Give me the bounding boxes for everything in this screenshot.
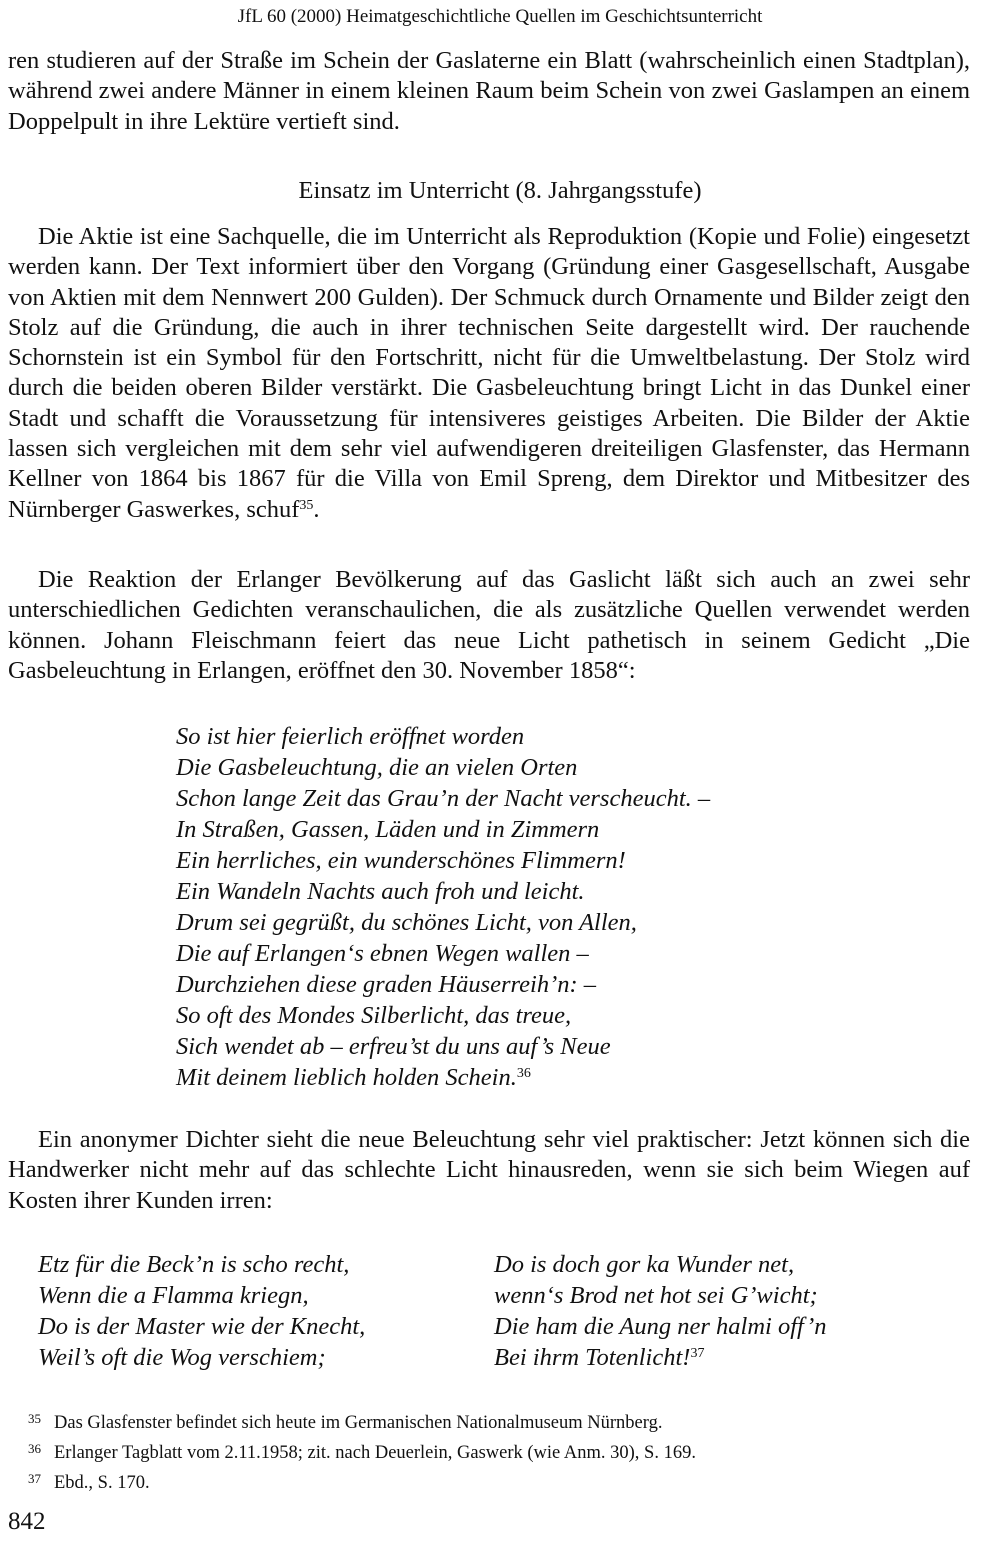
dialect-line: Do is doch gor ka Wunder net, <box>494 1251 795 1278</box>
poem-line: Sich wendet ab – erfreu’st du uns auf’s Neue <box>176 1033 611 1060</box>
dialect-line-last: Bei ihrm Totenlicht!$^{37}$ <box>494 1344 705 1371</box>
section-heading: Einsatz im Unterricht (8. Jahrgangsstufe) <box>298 177 702 204</box>
poem-line: Schon lange Zeit das Grau’n der Nacht verscheucht. – <box>176 785 711 812</box>
intro-paragraph-text: ren studieren auf der Straße im Schein der Gaslaterne ein Blatt (wahrscheinlich einen Stadtplan), während zwei andere Männer in einem kleinen Raum beim Schein von zwei Gaslampen an einem Doppelpult in ihre Lektüre vertieft sind. <box>8 47 970 135</box>
footnote-35 <box>28 1406 696 1436</box>
footnote-37 <box>28 1466 696 1496</box>
running-head: JfL 60 (2000) Heimatgeschichtliche Quellen im Geschichtsunterricht <box>237 6 763 27</box>
poem-line: Durchziehen diese graden Häuserreih’n: – <box>176 971 597 998</box>
footnote-number: 37 <box>28 1471 41 1486</box>
footnotes <box>28 1406 696 1496</box>
poem-line: Die Gasbeleuchtung, die an vielen Orten <box>176 754 578 781</box>
footnote-ref-35: 35 <box>299 497 314 513</box>
intro-paragraph <box>8 46 970 137</box>
poem-line: So oft des Mondes Silberlicht, das treue, <box>176 1002 572 1029</box>
poem-line-last: Mit deinem lieblich holden Schein.$^{36}$ <box>176 1064 531 1091</box>
paragraph-2-text: Die Reaktion der Erlanger Bevölkerung auf das Gaslicht läßt sich auch an zwei sehr unterschiedlichen Gedichten veranschaulichen, die als zusätzliche Quellen verwendet werden können. Johann Fleischmann feiert das neue Licht pathetisch in seinem Gedicht „Die Gasbeleuchtung in Erlangen, eröffnet den 30. November 1858“: <box>8 566 970 684</box>
footnote-text: Das Glasfenster befindet sich heute im Germanischen Nationalmuseum Nürnberg. <box>54 1413 663 1433</box>
footnote-number: 36 <box>28 1441 41 1456</box>
poem-line: In Straßen, Gassen, Läden und in Zimmern <box>176 816 600 843</box>
footnote-36 <box>28 1436 696 1466</box>
paragraph-3-text: Ein anonymer Dichter sieht die neue Beleuchtung sehr viel praktischer: Jetzt können sich die Handwerker nicht mehr auf das schlechte Licht hinausreden, wenn sie sich beim Wiegen auf Kosten ihrer Kunden irren: <box>8 1126 970 1214</box>
poem-line: Ein herrliches, ein wunderschönes Flimmern! <box>176 847 626 874</box>
poem-line: Ein Wandeln Nachts auch froh und leicht. <box>176 878 585 905</box>
paragraph-1-text: Die Aktie ist eine Sachquelle, die im Unterricht als Reproduktion (Kopie und Folie) eingesetzt werden kann. Der Text informiert über den Vorgang (Gründung einer Gasgesellschaft, Ausgabe von Aktien mit dem Nennwert 200 Gulden). Der Schmuck durch Ornamente und Bilder zeigt den Stolz auf die Gründung, die auch in ihrer technischen Seite dargestellt wird. Der rauchende Schornstein ist ein Symbol für den Fortschritt, nicht für die Umweltbelastung. Der Stolz wird durch die beiden oberen Bilder verstärkt. Die Gasbeleuchtung bringt Licht in das Dunkel einer Stadt und schafft die Voraussetzung für intensiveres geistiges Arbeiten. Die Bilder der Aktie lassen sich vergleichen mit dem sehr viel aufwendigeren dreiteiligen Glasfenster, das Hermann Kellner von 1864 bis 1867 für die Villa von Emil Spreng, dem Direktor und Mitbesitzer des Nürnberger Gaswerkes, schuf <box>8 223 970 523</box>
paragraph-2 <box>8 565 970 686</box>
dialect-line: Die ham die Aung ner halmi off’n <box>494 1313 827 1340</box>
paragraph-1-end: . <box>313 495 320 523</box>
page-number: 842 <box>8 1508 46 1535</box>
dialect-line: wenn‘s Brod net hot sei G’wicht; <box>494 1282 818 1309</box>
footnote-ref-36: 36 <box>516 1066 531 1081</box>
paragraph-1 <box>8 222 970 525</box>
footnote-number: 35 <box>28 1411 41 1426</box>
footnote-text: Ebd., S. 170. <box>54 1473 150 1493</box>
poem-line: Die auf Erlangen‘s ebnen Wegen wallen – <box>176 940 589 967</box>
footnote-text: Erlanger Tagblatt vom 2.11.1958; zit. nach Deuerlein, Gaswerk (wie Anm. 30), S. 169. <box>54 1443 696 1463</box>
poem-line: Drum sei gegrüßt, du schönes Licht, von Allen, <box>176 909 637 936</box>
dialect-line: Etz für die Beck’n is scho recht, <box>38 1251 350 1278</box>
dialect-line: Weil’s oft die Wog verschiem; <box>38 1344 326 1371</box>
dialect-poem-left-column <box>38 1249 365 1373</box>
dialect-line: Wenn die a Flamma kriegn, <box>38 1282 309 1309</box>
poem-line: So ist hier feierlich eröffnet worden <box>176 723 525 750</box>
dialect-line: Do is der Master wie der Knecht, <box>38 1313 366 1340</box>
paragraph-3 <box>8 1125 970 1216</box>
fleischmann-poem <box>176 721 710 1093</box>
dialect-poem-right-column <box>494 1249 827 1373</box>
footnote-ref-37: 37 <box>690 1346 705 1361</box>
